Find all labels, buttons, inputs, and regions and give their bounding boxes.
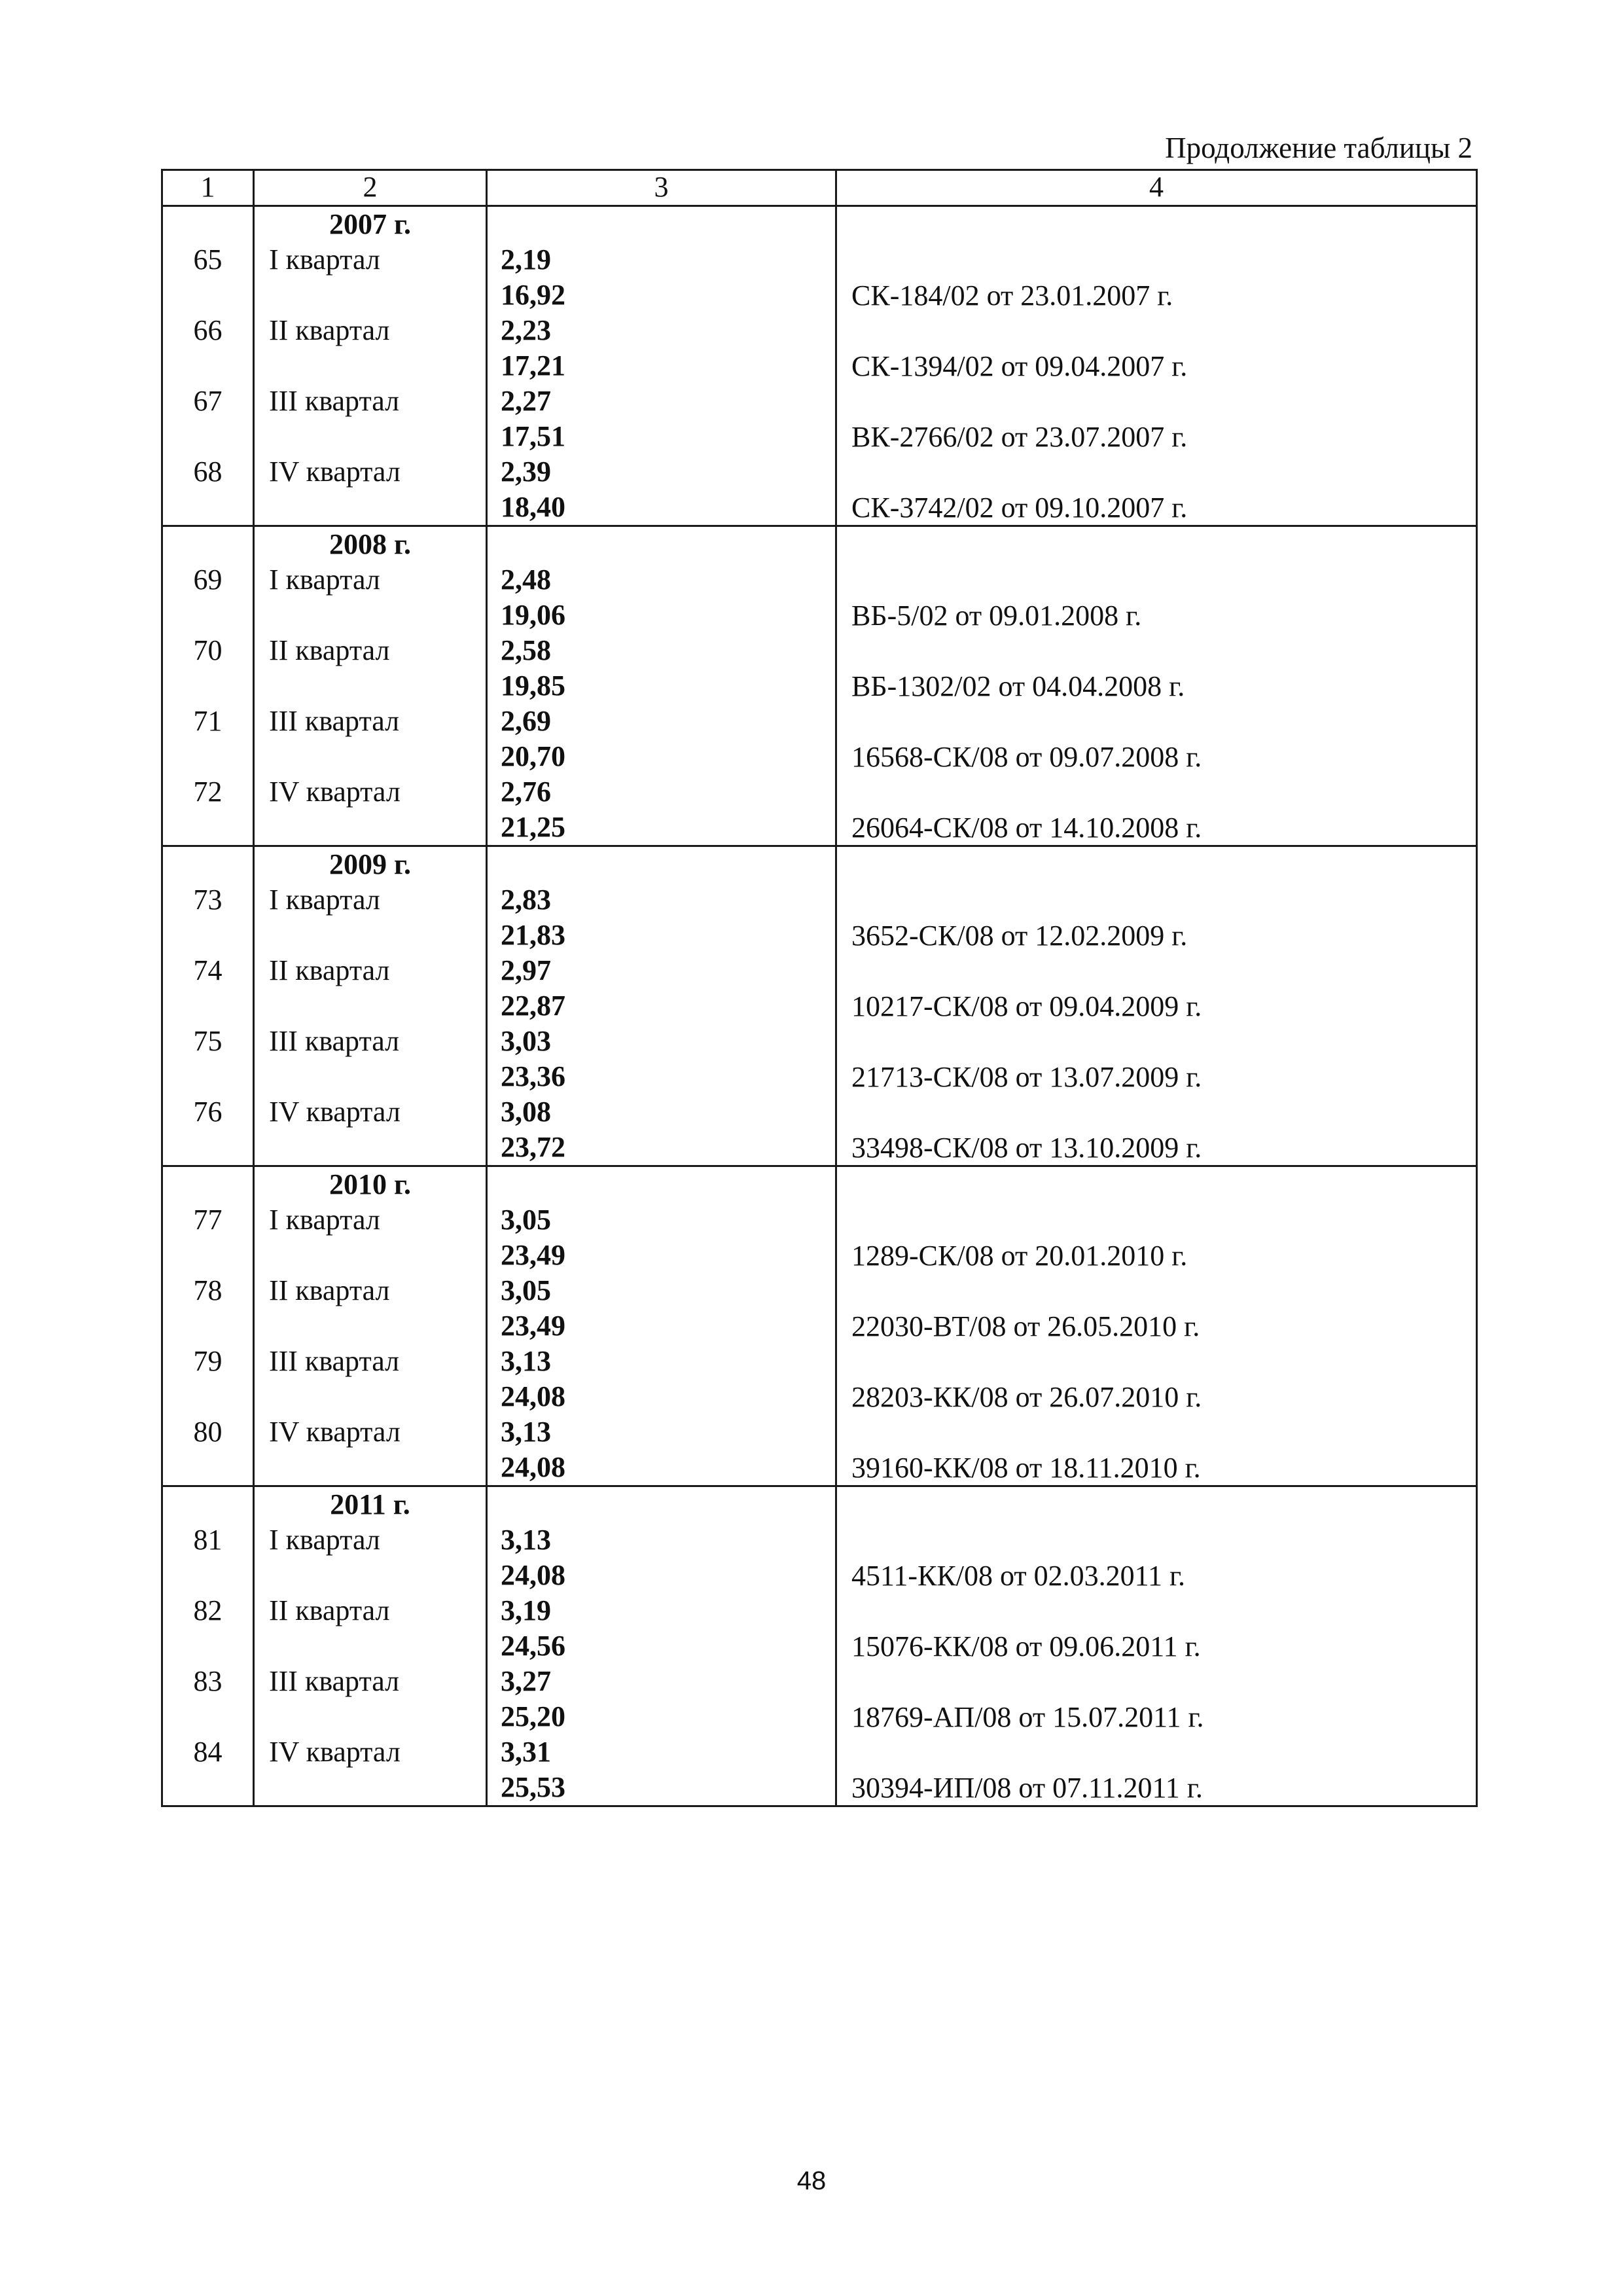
year-group-row <box>162 1166 1477 1486</box>
quarter-label: II квартал <box>269 1274 390 1306</box>
value-primary: 3,27 <box>501 1665 551 1697</box>
value-pair <box>488 384 835 454</box>
value-primary: 3,19 <box>501 1594 551 1626</box>
row-number: 81 <box>193 1524 223 1556</box>
row-number: 84 <box>193 1736 223 1768</box>
page-number: 48 <box>796 2166 827 2195</box>
row-number: 71 <box>193 705 223 737</box>
document-reference: 28203-КК/08 от 26.07.2010 г. <box>851 1381 1202 1413</box>
quarter-label: I квартал <box>269 1524 380 1556</box>
value-pair <box>488 1273 835 1344</box>
document-reference: 33498-СК/08 от 13.10.2009 г. <box>851 1132 1202 1164</box>
document-reference: ВК-2766/02 от 23.07.2007 г. <box>851 421 1188 453</box>
value-pair <box>488 242 835 313</box>
row-number: 68 <box>193 456 223 488</box>
document-reference: 15076-КК/08 от 09.06.2011 г. <box>851 1630 1201 1662</box>
document-reference: СК-184/02 от 23.01.2007 г. <box>851 279 1173 312</box>
year-group-row <box>162 846 1477 1166</box>
value-secondary: 17,51 <box>501 420 565 452</box>
row-numbers-cell <box>162 1486 254 1806</box>
value-pair <box>488 1593 835 1664</box>
row-numbers-cell <box>162 206 254 526</box>
quarter-label: I квартал <box>269 1204 380 1236</box>
value-primary: 2,23 <box>501 314 551 346</box>
quarter-label: III квартал <box>269 1665 400 1697</box>
values-cell <box>487 526 836 846</box>
value-secondary: 24,08 <box>501 1380 565 1412</box>
value-secondary: 21,25 <box>501 811 565 843</box>
value-pair <box>488 1344 835 1414</box>
documents-cell <box>836 1166 1477 1486</box>
value-primary: 3,31 <box>501 1736 551 1768</box>
year-group-row <box>162 206 1477 526</box>
quarter-label: II квартал <box>269 1594 390 1626</box>
value-secondary: 25,20 <box>501 1700 565 1732</box>
document-reference: 26064-СК/08 от 14.10.2008 г. <box>851 812 1202 844</box>
periods-cell <box>254 846 487 1166</box>
quarter-label: IV квартал <box>269 776 401 808</box>
quarter-label: IV квартал <box>269 456 401 488</box>
value-secondary: 21,83 <box>501 919 565 951</box>
document-reference: 1289-СК/08 от 20.01.2010 г. <box>851 1240 1188 1272</box>
value-pair <box>488 454 835 525</box>
row-numbers-cell <box>162 526 254 846</box>
value-primary: 3,13 <box>501 1416 551 1448</box>
row-number: 77 <box>193 1204 223 1236</box>
document-reference: ВБ-1302/02 от 04.04.2008 г. <box>851 670 1185 702</box>
row-number: 83 <box>193 1665 223 1697</box>
document-reference: СК-3742/02 от 09.10.2007 г. <box>851 492 1188 524</box>
header-cell: 2 <box>254 170 487 206</box>
value-primary: 2,58 <box>501 634 551 666</box>
value-secondary: 23,49 <box>501 1239 565 1271</box>
value-secondary: 19,06 <box>501 599 565 631</box>
value-secondary: 23,49 <box>501 1310 565 1342</box>
document-reference: 22030-ВТ/08 от 26.05.2010 г. <box>851 1310 1200 1342</box>
value-secondary: 20,70 <box>501 740 565 772</box>
quarter-label: III квартал <box>269 385 400 417</box>
row-number: 67 <box>193 385 223 417</box>
value-primary: 2,97 <box>501 954 551 986</box>
value-primary: 3,08 <box>501 1096 551 1128</box>
row-number: 75 <box>193 1025 223 1057</box>
header-row <box>162 170 1477 206</box>
quarter-label: I квартал <box>269 884 380 916</box>
value-pair <box>488 704 835 774</box>
value-pair <box>488 1664 835 1734</box>
documents-cell <box>836 206 1477 526</box>
table-caption: Продолжение таблицы 2 <box>1165 132 1472 164</box>
row-number: 76 <box>193 1096 223 1128</box>
year-group-row <box>162 1486 1477 1806</box>
document-reference: 16568-СК/08 от 09.07.2008 г. <box>851 741 1202 773</box>
value-secondary: 23,72 <box>501 1131 565 1163</box>
periods-cell <box>254 1486 487 1806</box>
value-primary: 2,83 <box>501 884 551 916</box>
values-cell <box>487 206 836 526</box>
quarter-label: IV квартал <box>269 1736 401 1768</box>
year-label: 2011 г. <box>330 1488 410 1520</box>
quarter-label: IV квартал <box>269 1096 401 1128</box>
value-primary: 2,76 <box>501 776 551 808</box>
year-group-row <box>162 526 1477 846</box>
value-pair <box>488 1094 835 1165</box>
documents-cell <box>836 846 1477 1166</box>
periods-cell <box>254 1166 487 1486</box>
header-cell: 3 <box>487 170 836 206</box>
value-primary: 2,19 <box>501 243 551 276</box>
values-cell <box>487 1166 836 1486</box>
value-primary: 2,39 <box>501 456 551 488</box>
quarter-label: II квартал <box>269 634 390 666</box>
year-label: 2008 г. <box>329 528 412 560</box>
value-primary: 2,48 <box>501 564 551 596</box>
row-number: 79 <box>193 1345 223 1377</box>
value-secondary: 24,56 <box>501 1630 565 1662</box>
document-reference: 10217-СК/08 от 09.04.2009 г. <box>851 990 1202 1022</box>
table-body <box>162 170 1477 1806</box>
document-reference: СК-1394/02 от 09.04.2007 г. <box>851 350 1188 382</box>
document-reference: 18769-АП/08 от 15.07.2011 г. <box>851 1701 1204 1733</box>
quarter-label: III квартал <box>269 705 400 737</box>
year-label: 2009 г. <box>329 848 412 880</box>
value-pair <box>488 562 835 633</box>
periods-cell <box>254 526 487 846</box>
value-secondary: 24,08 <box>501 1559 565 1591</box>
value-secondary: 25,53 <box>501 1771 565 1803</box>
value-pair <box>488 1734 835 1805</box>
value-secondary: 23,36 <box>501 1060 565 1092</box>
value-pair <box>488 1202 835 1273</box>
value-secondary: 22,87 <box>501 990 565 1022</box>
value-pair <box>488 774 835 845</box>
value-secondary: 18,40 <box>501 491 565 523</box>
row-number: 69 <box>193 564 223 596</box>
document-reference: 4511-КК/08 от 02.03.2011 г. <box>851 1560 1186 1592</box>
value-secondary: 16,92 <box>501 279 565 311</box>
quarter-label: I квартал <box>269 243 380 276</box>
value-pair <box>488 633 835 704</box>
value-secondary: 19,85 <box>501 670 565 702</box>
row-number: 70 <box>193 634 223 666</box>
value-secondary: 17,21 <box>501 350 565 382</box>
quarter-label: III квартал <box>269 1345 400 1377</box>
header-cell: 1 <box>162 170 254 206</box>
value-primary: 2,27 <box>501 385 551 417</box>
value-pair <box>488 313 835 384</box>
row-numbers-cell <box>162 846 254 1166</box>
value-primary: 2,69 <box>501 705 551 737</box>
values-cell <box>487 1486 836 1806</box>
value-primary: 3,05 <box>501 1274 551 1306</box>
header-cell: 4 <box>836 170 1477 206</box>
row-number: 65 <box>193 243 223 276</box>
value-pair <box>488 1522 835 1593</box>
value-primary: 3,03 <box>501 1025 551 1057</box>
document-reference: 3652-СК/08 от 12.02.2009 г. <box>851 920 1188 952</box>
value-secondary: 24,08 <box>501 1451 565 1483</box>
year-label: 2007 г. <box>329 208 412 240</box>
row-number: 80 <box>193 1416 223 1448</box>
row-number: 73 <box>193 884 223 916</box>
value-pair <box>488 882 835 953</box>
row-number: 72 <box>193 776 223 808</box>
quarter-label: I квартал <box>269 564 380 596</box>
documents-cell <box>836 1486 1477 1806</box>
quarter-label: II квартал <box>269 954 390 986</box>
quarter-label: III квартал <box>269 1025 400 1057</box>
periods-cell <box>254 206 487 526</box>
quarter-label: II квартал <box>269 314 390 346</box>
year-label: 2010 г. <box>329 1168 412 1200</box>
value-pair <box>488 1414 835 1485</box>
document-reference: ВБ-5/02 от 09.01.2008 г. <box>851 600 1142 632</box>
documents-cell <box>836 526 1477 846</box>
value-primary: 3,05 <box>501 1204 551 1236</box>
row-number: 74 <box>193 954 223 986</box>
value-primary: 3,13 <box>501 1524 551 1556</box>
document-reference: 39160-КК/08 от 18.11.2010 г. <box>851 1452 1201 1484</box>
row-numbers-cell <box>162 1166 254 1486</box>
row-number: 66 <box>193 314 223 346</box>
value-pair <box>488 953 835 1024</box>
row-number: 82 <box>193 1594 223 1626</box>
value-primary: 3,13 <box>501 1345 551 1377</box>
document-reference: 21713-СК/08 от 13.07.2009 г. <box>851 1061 1202 1093</box>
value-pair <box>488 1024 835 1094</box>
document-reference: 30394-ИП/08 от 07.11.2011 г. <box>851 1772 1203 1804</box>
data-table <box>161 169 1478 1807</box>
values-cell <box>487 846 836 1166</box>
quarter-label: IV квартал <box>269 1416 401 1448</box>
row-number: 78 <box>193 1274 223 1306</box>
